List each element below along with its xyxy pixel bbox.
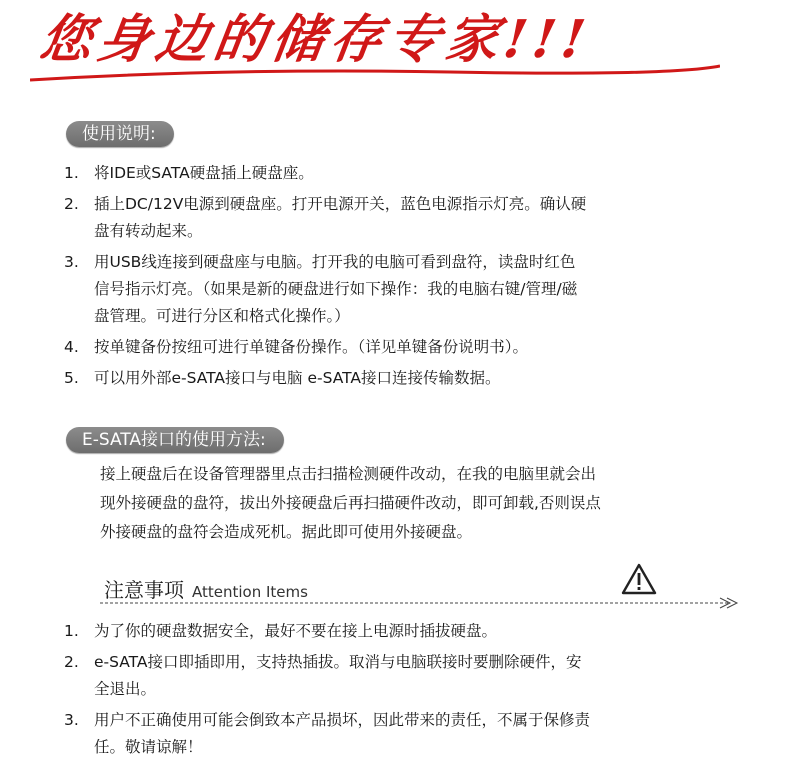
- item-number: 2.: [64, 195, 79, 213]
- list-item: [64, 365, 734, 392]
- item-text: 插上DC/12V电源到硬盘座。打开电源开关，蓝色电源指示灯亮。确认硬: [94, 195, 587, 213]
- attention-title-en: Attention Items: [192, 583, 308, 601]
- item-number: 4.: [64, 338, 79, 356]
- item-number: 3.: [64, 711, 79, 729]
- usage-section-header: 使用说明:: [66, 121, 174, 147]
- item-text: 任。敬请谅解！: [94, 738, 203, 756]
- item-number: 3.: [64, 253, 79, 271]
- item-text: e-SATA接口即插即用，支持热插拔。取消与电脑联接时要删除硬件，安: [94, 653, 582, 671]
- list-item: [64, 618, 734, 645]
- list-item: [64, 334, 734, 361]
- item-text: 盘有转动起来。: [94, 222, 203, 240]
- attention-divider: [100, 596, 740, 610]
- esata-section-header: E-SATA接口的使用方法:: [66, 427, 284, 453]
- attention-title-cn: 注意事项: [104, 578, 184, 602]
- item-number: 1.: [64, 164, 79, 182]
- list-item: [64, 249, 734, 330]
- banner-title: 您身边的储存专家!!!: [35, 9, 595, 70]
- list-item: [64, 191, 734, 245]
- paragraph-line: 现外接硬盘的盘符，拔出外接硬盘后再扫描硬件改动，即可卸载,否则误点: [100, 494, 601, 512]
- item-text: 全退出。: [94, 680, 157, 698]
- paragraph-line: 外接硬盘的盘符会造成死机。据此即可使用外接硬盘。: [100, 523, 473, 541]
- item-text: 信号指示灯亮。（如果是新的硬盘进行如下操作：我的电脑右键/管理/磁: [94, 280, 578, 298]
- item-text: 可以用外部e-SATA接口与电脑 e-SATA接口连接传输数据。: [94, 369, 501, 387]
- item-text: 为了你的硬盘数据安全，最好不要在接上电源时插拔硬盘。: [94, 622, 498, 640]
- attention-list: [64, 618, 734, 761]
- warning-triangle-icon: [620, 562, 658, 596]
- list-item: [64, 707, 734, 761]
- item-text: 按单键备份按纽可进行单键备份操作。（详见单键备份说明书）。: [94, 338, 529, 356]
- list-item: [64, 160, 734, 187]
- paragraph-line: 接上硬盘后在设备管理器里点击扫描检测硬件改动，在我的电脑里就会出: [100, 465, 597, 483]
- item-text: 用户不正确使用可能会倒致本产品损坏，因此带来的责任，不属于保修责: [94, 711, 591, 729]
- item-number: 1.: [64, 622, 79, 640]
- esata-paragraph: [100, 460, 740, 547]
- item-number: 5.: [64, 369, 79, 387]
- list-item: [64, 649, 734, 703]
- banner-swoosh: [30, 62, 720, 86]
- item-text: 将IDE或SATA硬盘插上硬盘座。: [94, 164, 314, 182]
- item-text: 盘管理。可进行分区和格式化操作。）: [94, 307, 350, 325]
- item-text: 用USB线连接到硬盘座与电脑。打开我的电脑可看到盘符，读盘时红色: [94, 253, 576, 271]
- usage-list: [64, 160, 734, 392]
- item-number: 2.: [64, 653, 79, 671]
